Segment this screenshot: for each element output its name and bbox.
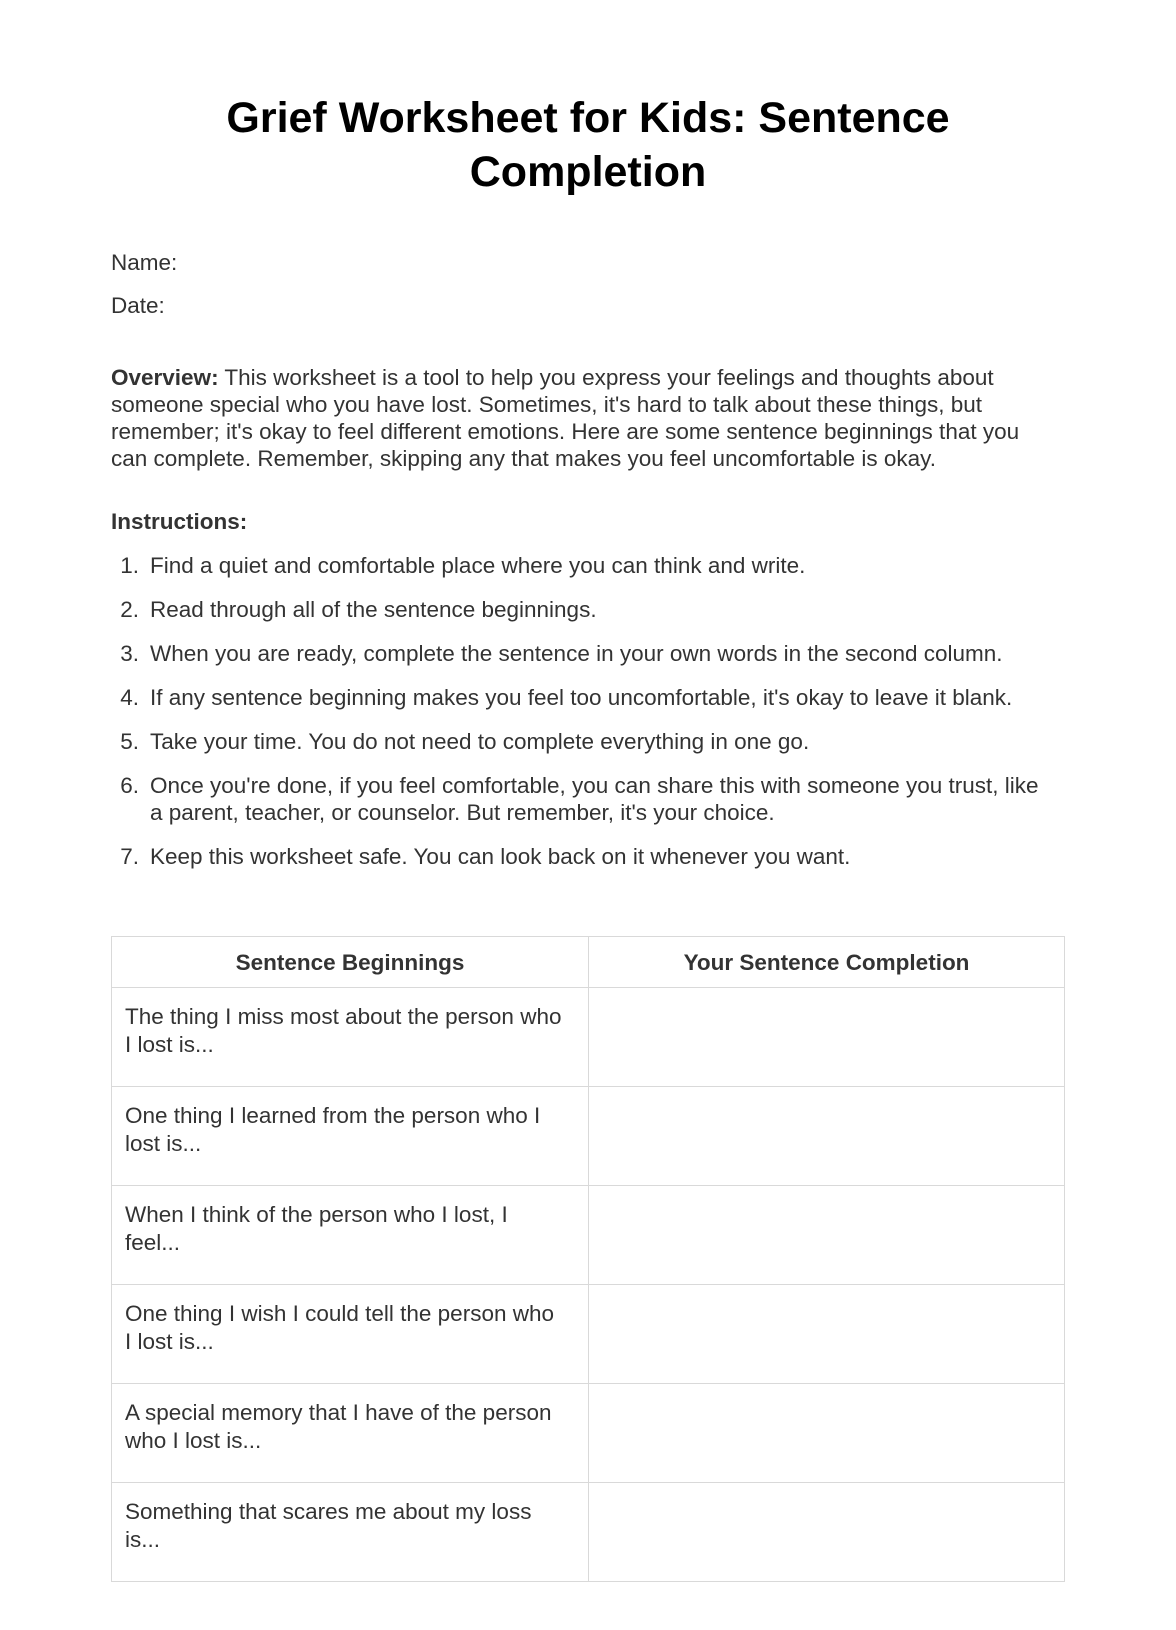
column-header-your-sentence-completion: Your Sentence Completion — [589, 937, 1065, 988]
sentence-beginning-cell — [112, 1285, 589, 1384]
completion-cell[interactable] — [589, 1384, 1065, 1483]
completion-cell[interactable] — [589, 1186, 1065, 1285]
sentence-beginning-cell — [112, 1384, 589, 1483]
column-header-sentence-beginnings: Sentence Beginnings — [112, 937, 589, 988]
instruction-text: Find a quiet and comfortable place where you can think and write. — [150, 553, 806, 578]
instruction-text: When you are ready, complete the sentence in your own words in the second column. — [150, 641, 1003, 666]
instruction-number: 7. — [120, 844, 139, 869]
completion-cell[interactable] — [589, 988, 1065, 1087]
instruction-item — [111, 552, 1065, 579]
instruction-number: 4. — [120, 685, 139, 710]
instructions-list — [111, 552, 1065, 870]
completion-cell[interactable] — [589, 1087, 1065, 1186]
sentence-beginning-text: Something that scares me about my loss is... — [125, 1499, 532, 1552]
overview-text: This worksheet is a tool to help you express your feelings and thoughts about someone special who you have lost. Sometimes, it's hard to talk about these things, but remember; it's okay to feel different emotions. Here are some sentence beginnings that you can complete. Remember, skipping any that makes you feel uncomfortable is okay. — [111, 365, 1020, 471]
instruction-text: Read through all of the sentence beginnings. — [150, 597, 597, 622]
completion-cell[interactable] — [589, 1483, 1065, 1582]
instruction-item — [111, 728, 1065, 755]
overview-paragraph — [111, 364, 1041, 472]
overview-label: Overview: — [111, 365, 219, 390]
sentence-beginning-text: The thing I miss most about the person who I lost is... — [125, 1004, 562, 1057]
name-label: Name: — [111, 250, 178, 275]
instruction-text: Once you're done, if you feel comfortable, you can share this with someone you trust, like a parent, teacher, or counselor. But remember, it's your choice. — [150, 773, 1039, 825]
date-label: Date: — [111, 293, 165, 318]
instruction-item — [111, 843, 1065, 870]
instruction-number: 6. — [120, 773, 139, 798]
table-row — [112, 988, 1065, 1087]
table-row — [112, 1285, 1065, 1384]
instruction-number: 2. — [120, 597, 139, 622]
sentence-beginning-cell — [112, 1186, 589, 1285]
sentence-beginning-text: When I think of the person who I lost, I feel... — [125, 1202, 508, 1255]
instruction-text: Keep this worksheet safe. You can look back on it whenever you want. — [150, 844, 851, 869]
sentence-beginning-text: One thing I wish I could tell the person who I lost is... — [125, 1301, 554, 1354]
instruction-text: Take your time. You do not need to complete everything in one go. — [150, 729, 810, 754]
sentence-beginning-text: A special memory that I have of the person who I lost is... — [125, 1400, 552, 1453]
instruction-number: 5. — [120, 729, 139, 754]
table-row — [112, 1087, 1065, 1186]
instruction-number: 1. — [120, 553, 139, 578]
completion-cell[interactable] — [589, 1285, 1065, 1384]
table-header-row — [112, 937, 1065, 988]
instruction-item — [111, 772, 1065, 826]
table-row — [112, 1483, 1065, 1582]
table-row — [112, 1384, 1065, 1483]
instruction-item — [111, 640, 1065, 667]
sentence-completion-table — [111, 936, 1065, 1582]
page-title: Grief Worksheet for Kids: Sentence Completion — [226, 94, 950, 196]
sentence-beginning-cell — [112, 1483, 589, 1582]
instruction-text: If any sentence beginning makes you feel too uncomfortable, it's okay to leave it blank. — [150, 685, 1013, 710]
sentence-beginning-text: One thing I learned from the person who I lost is... — [125, 1103, 541, 1156]
table-row — [112, 1186, 1065, 1285]
instruction-number: 3. — [120, 641, 139, 666]
instructions-heading: Instructions: — [111, 509, 248, 534]
sentence-beginning-cell — [112, 1087, 589, 1186]
instruction-item — [111, 684, 1065, 711]
sentence-beginning-cell — [112, 988, 589, 1087]
instruction-item — [111, 596, 1065, 623]
